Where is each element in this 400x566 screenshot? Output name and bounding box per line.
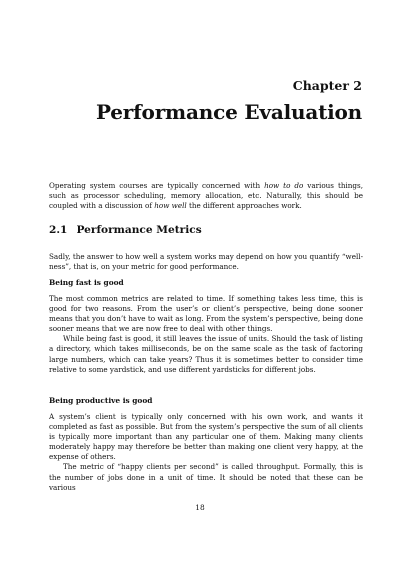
section-title: Performance Metrics — [76, 224, 202, 236]
chapter-label: Chapter 2 — [292, 78, 362, 93]
subsection-body-fast — [49, 294, 363, 375]
subsection-heading-productive: Being productive is good — [49, 396, 153, 405]
paragraph: While being fast is good, it still leaves the issue of units. Should the task of listing a directory, which takes milliseconds, be on the same scale as the task of factoring large numbers, which can take years? Thus it is sometimes better to consider time relative to some yardstick, and use different yardsticks for different jobs. — [49, 334, 363, 374]
subsection-heading-fast: Being fast is good — [49, 278, 124, 287]
intro-text-2: various things, such as processor scheduling, memory allocation, etc. Naturally, this should be coupled with a discussion of — [49, 181, 363, 211]
intro-emphasis-1: how to do — [264, 181, 304, 190]
intro-text-1: Operating system courses are typically concerned with — [49, 181, 265, 190]
intro-paragraph — [49, 181, 363, 211]
page-number: 18 — [195, 503, 205, 512]
chapter-title: Performance Evaluation — [95, 100, 362, 124]
intro-emphasis-2: how well — [154, 201, 187, 211]
section-intro — [49, 252, 363, 272]
section-number: 2.1 — [49, 224, 68, 236]
paragraph: A system’s client is typically only concerned with his own work, and wants it completed as fast as possible. But from the system’s perspective the sum of all clients is typically more important than any particular one of them. Making many clients moderately happy may therefore be better than making one client very happy, at the expense of others. — [49, 412, 363, 462]
section-heading — [49, 224, 202, 236]
section-intro-text: Sadly, the answer to how well a system works may depend on how you quantify “well-ness”, that is, on your metric for good performance. — [49, 252, 363, 272]
paragraph: The most common metrics are related to time. If something takes less time, this is good for two reasons. From the user’s or client’s perspective, being done sooner means that you don’t have to wait as long. From the system’s perspective, being done sooner means that we are now free to deal with other things. — [49, 294, 363, 334]
intro-text-3: the different approaches work. — [186, 201, 302, 211]
paragraph: The metric of “happy clients per second” is called throughput. Formally, this is the number of jobs done in a unit of time. It should be noted that these can be various — [49, 462, 363, 492]
subsection-body-productive — [49, 412, 363, 493]
